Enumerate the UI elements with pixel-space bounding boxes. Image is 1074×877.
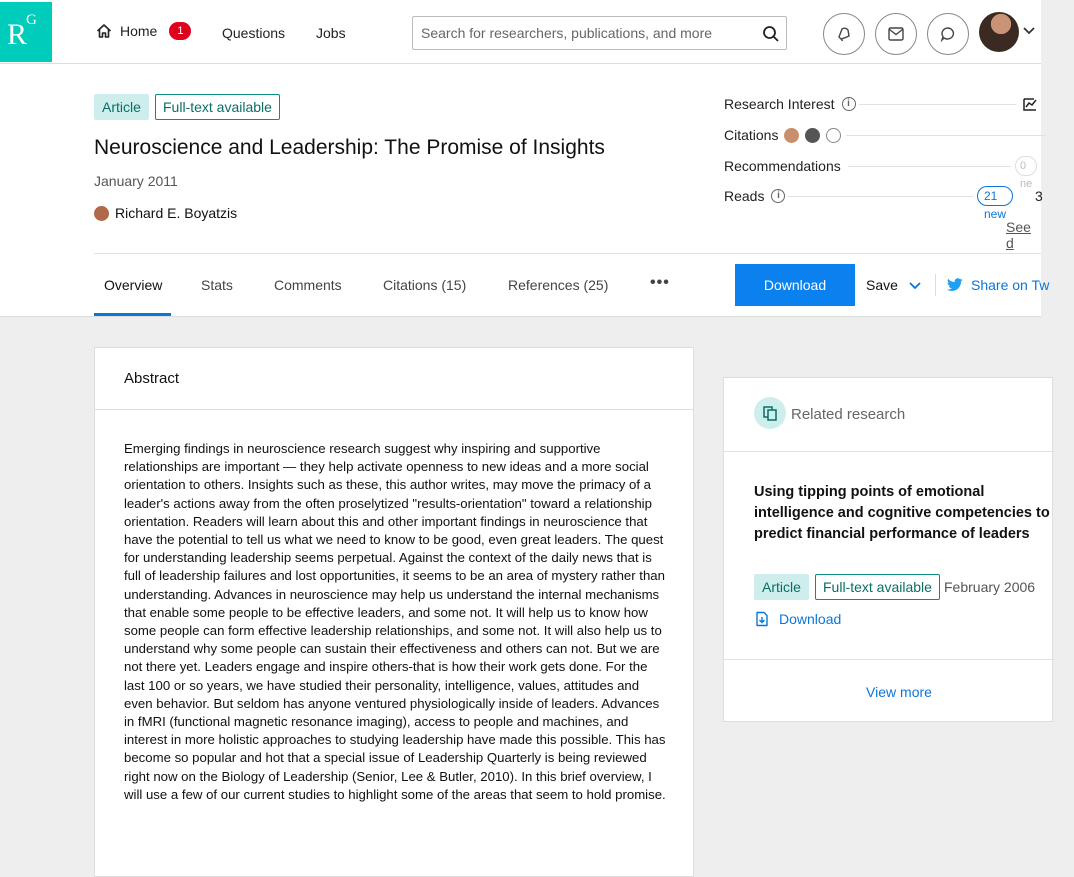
notifications-button[interactable] bbox=[823, 13, 865, 55]
reads-count: 3 bbox=[1035, 188, 1043, 204]
fulltext-tag[interactable]: Full-text available bbox=[155, 94, 280, 120]
related-research-icon bbox=[754, 397, 786, 429]
see-details-link[interactable]: See d bbox=[1006, 219, 1031, 251]
related-research-heading: Related research bbox=[791, 406, 906, 423]
save-button[interactable]: Save bbox=[866, 277, 898, 293]
author-name: Richard E. Boyatzis bbox=[115, 205, 238, 221]
metric-citations[interactable]: Citations bbox=[724, 127, 841, 143]
related-item-title[interactable]: Using tipping points of emotional intelligence and cognitive competencies to predict financial performance of leaders bbox=[754, 484, 1050, 542]
citation-avatar bbox=[826, 128, 841, 143]
tab-overview[interactable]: Overview bbox=[104, 277, 163, 293]
more-menu-button[interactable]: ••• bbox=[650, 274, 670, 291]
divider bbox=[94, 253, 1041, 254]
messages-button[interactable] bbox=[875, 13, 917, 55]
related-research-card bbox=[723, 377, 1053, 722]
divider bbox=[724, 659, 1054, 660]
share-label: Share on Tw bbox=[971, 277, 1050, 293]
download-icon bbox=[754, 611, 770, 627]
search-box bbox=[412, 16, 787, 50]
home-label: Home bbox=[120, 23, 158, 39]
info-icon[interactable]: i bbox=[771, 189, 785, 203]
publication-date: January 2011 bbox=[94, 173, 178, 189]
chat-button[interactable] bbox=[927, 13, 969, 55]
related-item-type-tag: Article bbox=[754, 574, 809, 600]
view-more-link[interactable]: View more bbox=[866, 684, 932, 700]
article-type-tag: Article bbox=[94, 94, 149, 120]
search-icon[interactable] bbox=[762, 25, 780, 43]
user-avatar[interactable] bbox=[979, 12, 1019, 52]
reads-new-badge: 21 new bbox=[977, 186, 1013, 206]
share-twitter-button[interactable] bbox=[947, 277, 1049, 293]
mail-icon bbox=[888, 27, 904, 41]
author-link[interactable] bbox=[94, 205, 237, 221]
abstract-card bbox=[94, 347, 694, 877]
active-tab-indicator bbox=[94, 313, 171, 316]
recommendations-count: 0 ne bbox=[1015, 156, 1037, 176]
abstract-header bbox=[95, 348, 693, 410]
researchgate-logo[interactable]: R G bbox=[0, 2, 52, 62]
twitter-icon bbox=[947, 278, 963, 292]
related-download-label: Download bbox=[779, 611, 842, 627]
related-item-date: February 2006 bbox=[944, 579, 1036, 595]
divider bbox=[935, 274, 936, 296]
metric-reads[interactable]: Reads i 21 new 3 bbox=[724, 188, 1043, 221]
nav-questions[interactable]: Questions bbox=[222, 25, 286, 41]
download-button[interactable]: Download bbox=[735, 264, 855, 306]
search-input[interactable] bbox=[413, 17, 753, 49]
tab-stats[interactable]: Stats bbox=[201, 277, 233, 293]
nav-jobs[interactable]: Jobs bbox=[316, 25, 346, 41]
info-icon[interactable]: i bbox=[842, 97, 856, 111]
publication-header bbox=[0, 64, 1050, 317]
bell-icon bbox=[836, 26, 852, 42]
citation-avatar bbox=[784, 128, 799, 143]
tab-comments[interactable]: Comments bbox=[274, 277, 342, 293]
tab-citations[interactable]: Citations (15) bbox=[383, 277, 467, 293]
home-icon bbox=[96, 23, 112, 39]
metric-research-interest[interactable]: Research Interest i bbox=[724, 96, 856, 112]
chevron-down-icon[interactable] bbox=[1023, 27, 1035, 35]
citation-avatar bbox=[805, 128, 820, 143]
divider bbox=[724, 451, 1054, 452]
notification-badge: 1 bbox=[169, 22, 191, 40]
abstract-text: Emerging findings in neuroscience research suggest why inspiring and supportive relationships are important — they help activate openness to new ideas and a more social orientation to others. Insights such as these, this author writes, may move the primacy of a leader's actions away from the often proselytized "results-orientation" toward a relationship orientation. Readers will learn about this and other important findings in neuroscience that have the potential to tell us what we need to know to be good, even great leaders. The quest for understanding leadership seems perpetual. Against the context of the daily news that is full of leadership failures and lost opportunities, it seems to be an area of mystery rather than understanding. Advances in neuroscience may help us understand the internal mechanisms that enable some people to be effective leaders, and some not. It will help us to know how some people can form effective leadership relationships, and some not. It will also help us to understand why some people can sustain their effectiveness and others can not. But we are not there yet. Leaders engage and inspire others-that is how their work gets done. For the last 100 or so years, we have studied their personality, intelligence, values, attitudes and even behavior. But seldom has anyone ventured physiologically inside of leaders. Advances in fMRI (functional magnetic resonance imaging), access to people and machines, and interest in more holistic approaches to studying leadership have made this possible. This has become so popular and hot that a special issue of Leadership Quarterly is being reviewed right now on the Biology of Leadership (Senior, Lee & Butler, 2010). In this brief overview, I will use a few of our current studies to highlight some of the areas that seem to hold promise. bbox=[124, 441, 666, 802]
author-avatar bbox=[94, 206, 109, 221]
related-item-fulltext-tag[interactable]: Full-text available bbox=[815, 574, 940, 600]
page-title: Neuroscience and Leadership: The Promise of Insights bbox=[94, 136, 605, 159]
tab-references[interactable]: References (25) bbox=[508, 277, 609, 293]
top-navigation bbox=[0, 0, 1041, 64]
related-item-download-link[interactable] bbox=[754, 611, 841, 627]
nav-home[interactable] bbox=[96, 22, 191, 40]
metric-recommendations[interactable]: Recommendations 0 ne bbox=[724, 158, 841, 174]
chart-icon[interactable] bbox=[1022, 96, 1038, 112]
abstract-heading: Abstract bbox=[124, 370, 180, 387]
chat-icon bbox=[940, 26, 956, 42]
chevron-down-icon[interactable] bbox=[909, 282, 921, 290]
